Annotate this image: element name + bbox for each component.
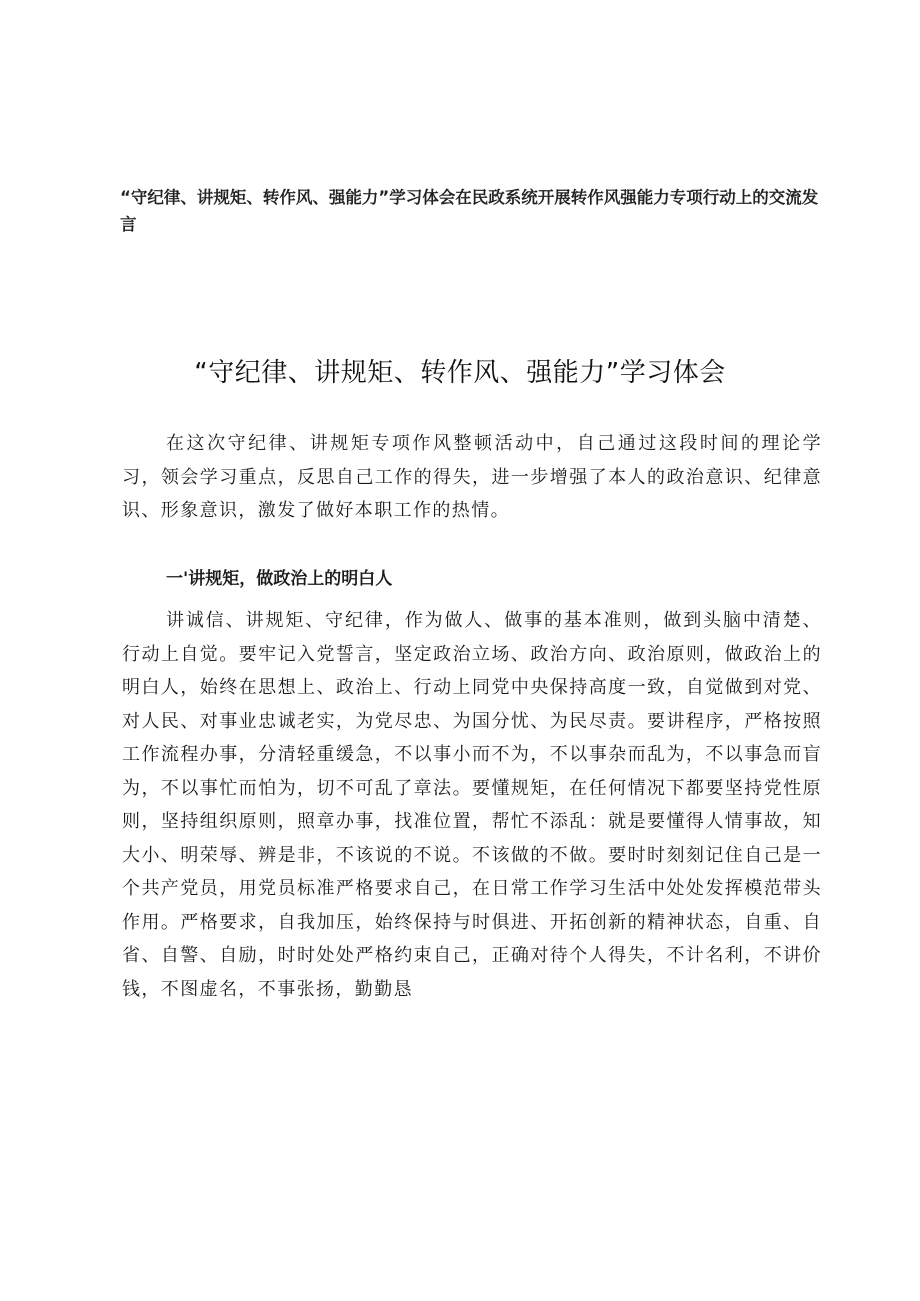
intro-paragraph: 在这次守纪律、讲规矩专项作风整顿活动中，自己通过这段时间的理论学习，领会学习重点，反思自己工作的得失，进一步增强了本人的政治意识、纪律意识、形象意识，激发了做好本职工作的热情。 [122, 433, 822, 521]
body-paragraph: 讲诚信、讲规矩、守纪律，作为做人、做事的基本准则，做到头脑中清楚、行动上自觉。要牢记入党誓言，坚定政治立场、政治方向、政治原则，做政治上的明白人，始终在思想上、政治上、行动上同党中央保持高度一致，自觉做到对党、对人民、对事业忠诚老实，为党尽忠、为国分忧、为民尽责。要讲程序，严格按照工作流程办事，分清轻重缓急，不以事小而不为，不以事杂而乱为，不以事急而盲为，不以事忙而怕为，切不可乱了章法。要懂规矩，在任何情况下都要坚持党性原则，坚持组织原则，照章办事，找准位置，帮忙不添乱：就是要懂得人情事故，知大小、明荣辱、辨是非，不该说的不说。不该做的不做。要时时刻刻记住自己是一个共产党员，用党员标准严格要求自己，在日常工作学习生活中处处发挥模范带头作用。严格要求，自我加压，始终保持与时俱进、开拓创新的精神状态，自重、自省、自警、自励，时时处处严格约束自己，正确对待个人得失，不计名利，不讲价钱，不图虚名，不事张扬，勤勤恳 [122, 610, 822, 1000]
document-caption: “守纪律、讲规矩、转作风、强能力”学习体会在民政系统开展转作风强能力专项行动上的交流发言 [120, 188, 819, 234]
document-title: “守纪律、讲规矩、转作风、强能力”学习体会 [194, 358, 726, 389]
section-heading: 一'讲规矩，做政治上的明白人 [166, 569, 393, 589]
